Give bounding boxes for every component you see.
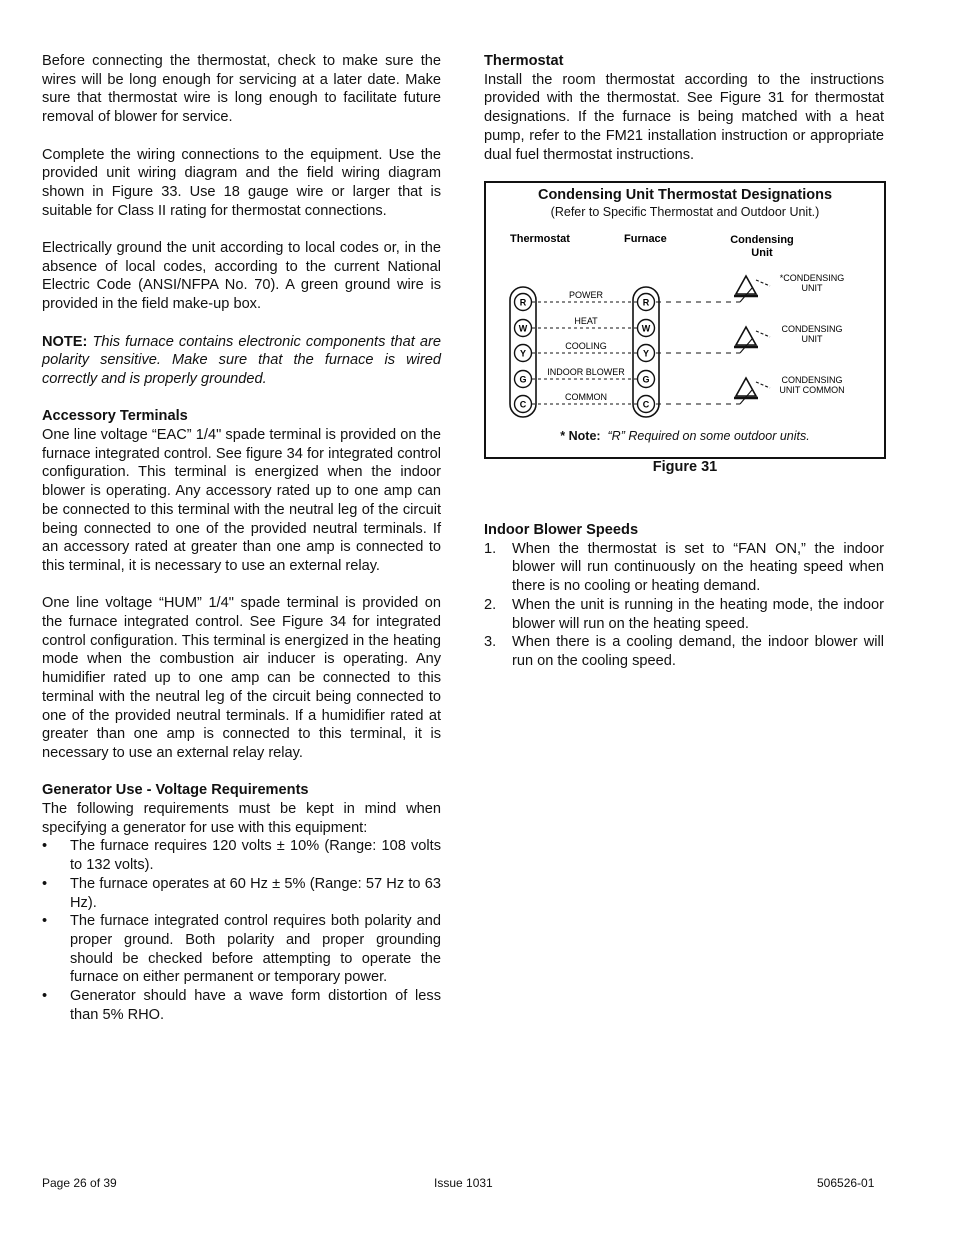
furnace-terminal-label: C [642,399,650,410]
contactor-icon [736,378,756,396]
figure-note-text: “R” Required on some outdoor units. [607,429,810,443]
list-item: • The furnace requires 120 volts ± 10% (Range: 108 volts to 132 volts). [42,837,441,874]
list-item: 1. When the thermostat is set to “FAN ON,” the indoor blower will run continuously on the heating speed when there is no cooling or heating demand. [484,540,884,595]
figure-note-label: * Note: [560,429,601,443]
note-label: NOTE: [42,333,88,350]
figure-note [486,429,884,443]
thermostat-terminal-label: R [519,297,527,308]
contactor-lead [756,382,770,388]
wire-label: HEAT [574,316,598,326]
wire-label: INDOOR BLOWER [547,367,625,377]
contactor-lead [756,280,770,286]
footer-page-number: Page 26 of 39 [42,1176,117,1190]
contactor-lead [756,331,770,337]
contactor-icon [736,327,756,345]
paragraph-ground: Electrically ground the unit according to local codes or, in the absence of local codes, according to the current National Electric Code (ANSI/NFPA No. 70). A green ground wire is provided in the field make-up box. [42,240,441,313]
contactor-icon [736,276,756,294]
figure-subtitle: (Refer to Specific Thermostat and Outdoor Unit.) [550,205,820,219]
figure-thermostat-designations [484,181,886,459]
condensing-unit-label: *CONDENSING [779,273,845,283]
note-polarity [42,333,441,389]
furnace-terminal-label: W [641,323,651,334]
wire-label: POWER [568,290,604,300]
right-column-bottom [484,521,884,671]
list-item: 2. When the unit is running in the heating mode, the indoor blower will run on the heating speed. [484,596,884,632]
note-text: This furnace contains electronic components that are polarity sensitive. Make sure that the furnace is wired correctly and is properly grounded. [42,333,442,387]
paragraph-generator-intro: The following requirements must be kept in mind when specifying a generator for use with this equipment: [42,801,441,836]
generator-bullet-list [42,837,441,1024]
header-thermostat: Thermostat [510,233,570,245]
heading-thermostat: Thermostat [484,53,564,69]
list-item: • Generator should have a wave form distortion of less than 5% RHO. [42,987,441,1024]
condensing-unit-label: CONDENSING [781,324,843,334]
heading-generator-use: Generator Use - Voltage Requirements [42,782,309,799]
list-item: 3. When there is a cooling demand, the indoor blower will run on the cooling speed. [484,634,884,669]
paragraph-wiring-connections: Complete the wiring connections to the equipment. Use the provided unit wiring diagram and the field wiring diagram shown in Figure 33. Use 18 gauge wire or larger that is suitable for Class II rating for thermostat connections. [42,146,441,219]
paragraph-thermostat: Install the room thermostat according to the instructions provided with the thermostat. See Figure 31 for thermostat designations. If the furnace is being matched with a heat pump, refer to the FM21 installation instruction or appropriate dual fuel thermostat instructions. [484,71,884,163]
paragraph-hum-terminal: One line voltage “HUM” 1/4" spade terminal is provided on the furnace integrated control. See Figure 34 for integrated control configuration. This terminal is energized in the heating mode when the combustion air inducer is operating. Any humidifier rated up to one amp can be connected to this terminal with the neutral leg of the circuit being connected to one of the provided neutral terminals. If a humidifier rated at greater than one amp is connected to this terminal, it is necessary to use an external relay relay. [42,595,441,761]
condensing-unit-label: CONDENSING [781,375,843,385]
wiring-diagram [486,183,884,457]
condensing-unit-label: UNIT [801,283,823,293]
wire-label: COMMON [565,392,607,402]
thermostat-terminal-label: G [519,374,527,385]
list-item: • The furnace operates at 60 Hz ± 5% (Range: 57 Hz to 63 Hz). [42,875,441,912]
furnace-terminal-label: Y [642,348,650,359]
wire-label: COOLING [565,341,607,351]
right-column-top [484,52,884,164]
left-column [42,52,441,1024]
thermostat-terminal-label: C [519,399,527,410]
condensing-unit-label: UNIT COMMON [779,385,845,395]
footer-issue: Issue 1031 [434,1176,493,1190]
furnace-terminal-label: R [642,297,650,308]
thermostat-terminal-label: W [518,323,528,334]
furnace-terminal-label: G [642,374,650,385]
thermostat-terminal-label: Y [519,348,527,359]
list-item: • The furnace integrated control requires both polarity and proper ground. Both polarity and proper grounding should be checked before attempting to operate the furnace on either permanent or temporary power. [42,912,441,987]
blower-speed-list [484,540,884,671]
figure-caption: Figure 31 [652,459,718,475]
footer-doc-number: 506526-01 [817,1176,875,1190]
heading-accessory-terminals: Accessory Terminals [42,408,188,425]
condensing-unit-label: UNIT [801,334,823,344]
header-condensing-line1: Condensing [730,234,794,246]
paragraph-wire-length: Before connecting the thermostat, check to make sure the wires will be long enough for servicing at a later date. Make sure that thermostat wire is long enough to facilitate future removal of blower for service. [42,53,441,126]
heading-indoor-blower-speeds: Indoor Blower Speeds [484,522,639,538]
paragraph-eac-terminal: One line voltage “EAC” 1/4" spade terminal is provided on the furnace integrated control. See figure 34 for integrated control configuration. This terminal is energized when the indoor blower is operating. Any accessory rated up to one amp can be connected to this terminal with the neutral leg of the circuit being connected to one of the provided neutral terminals. If an accessory rated at greater than one amp is connected to this terminal, it is necessary to use an external relay. [42,427,441,574]
figure-title: Condensing Unit Thermostat Designations [537,187,833,203]
header-furnace: Furnace [624,233,667,245]
header-condensing-line2: Unit [751,247,773,259]
